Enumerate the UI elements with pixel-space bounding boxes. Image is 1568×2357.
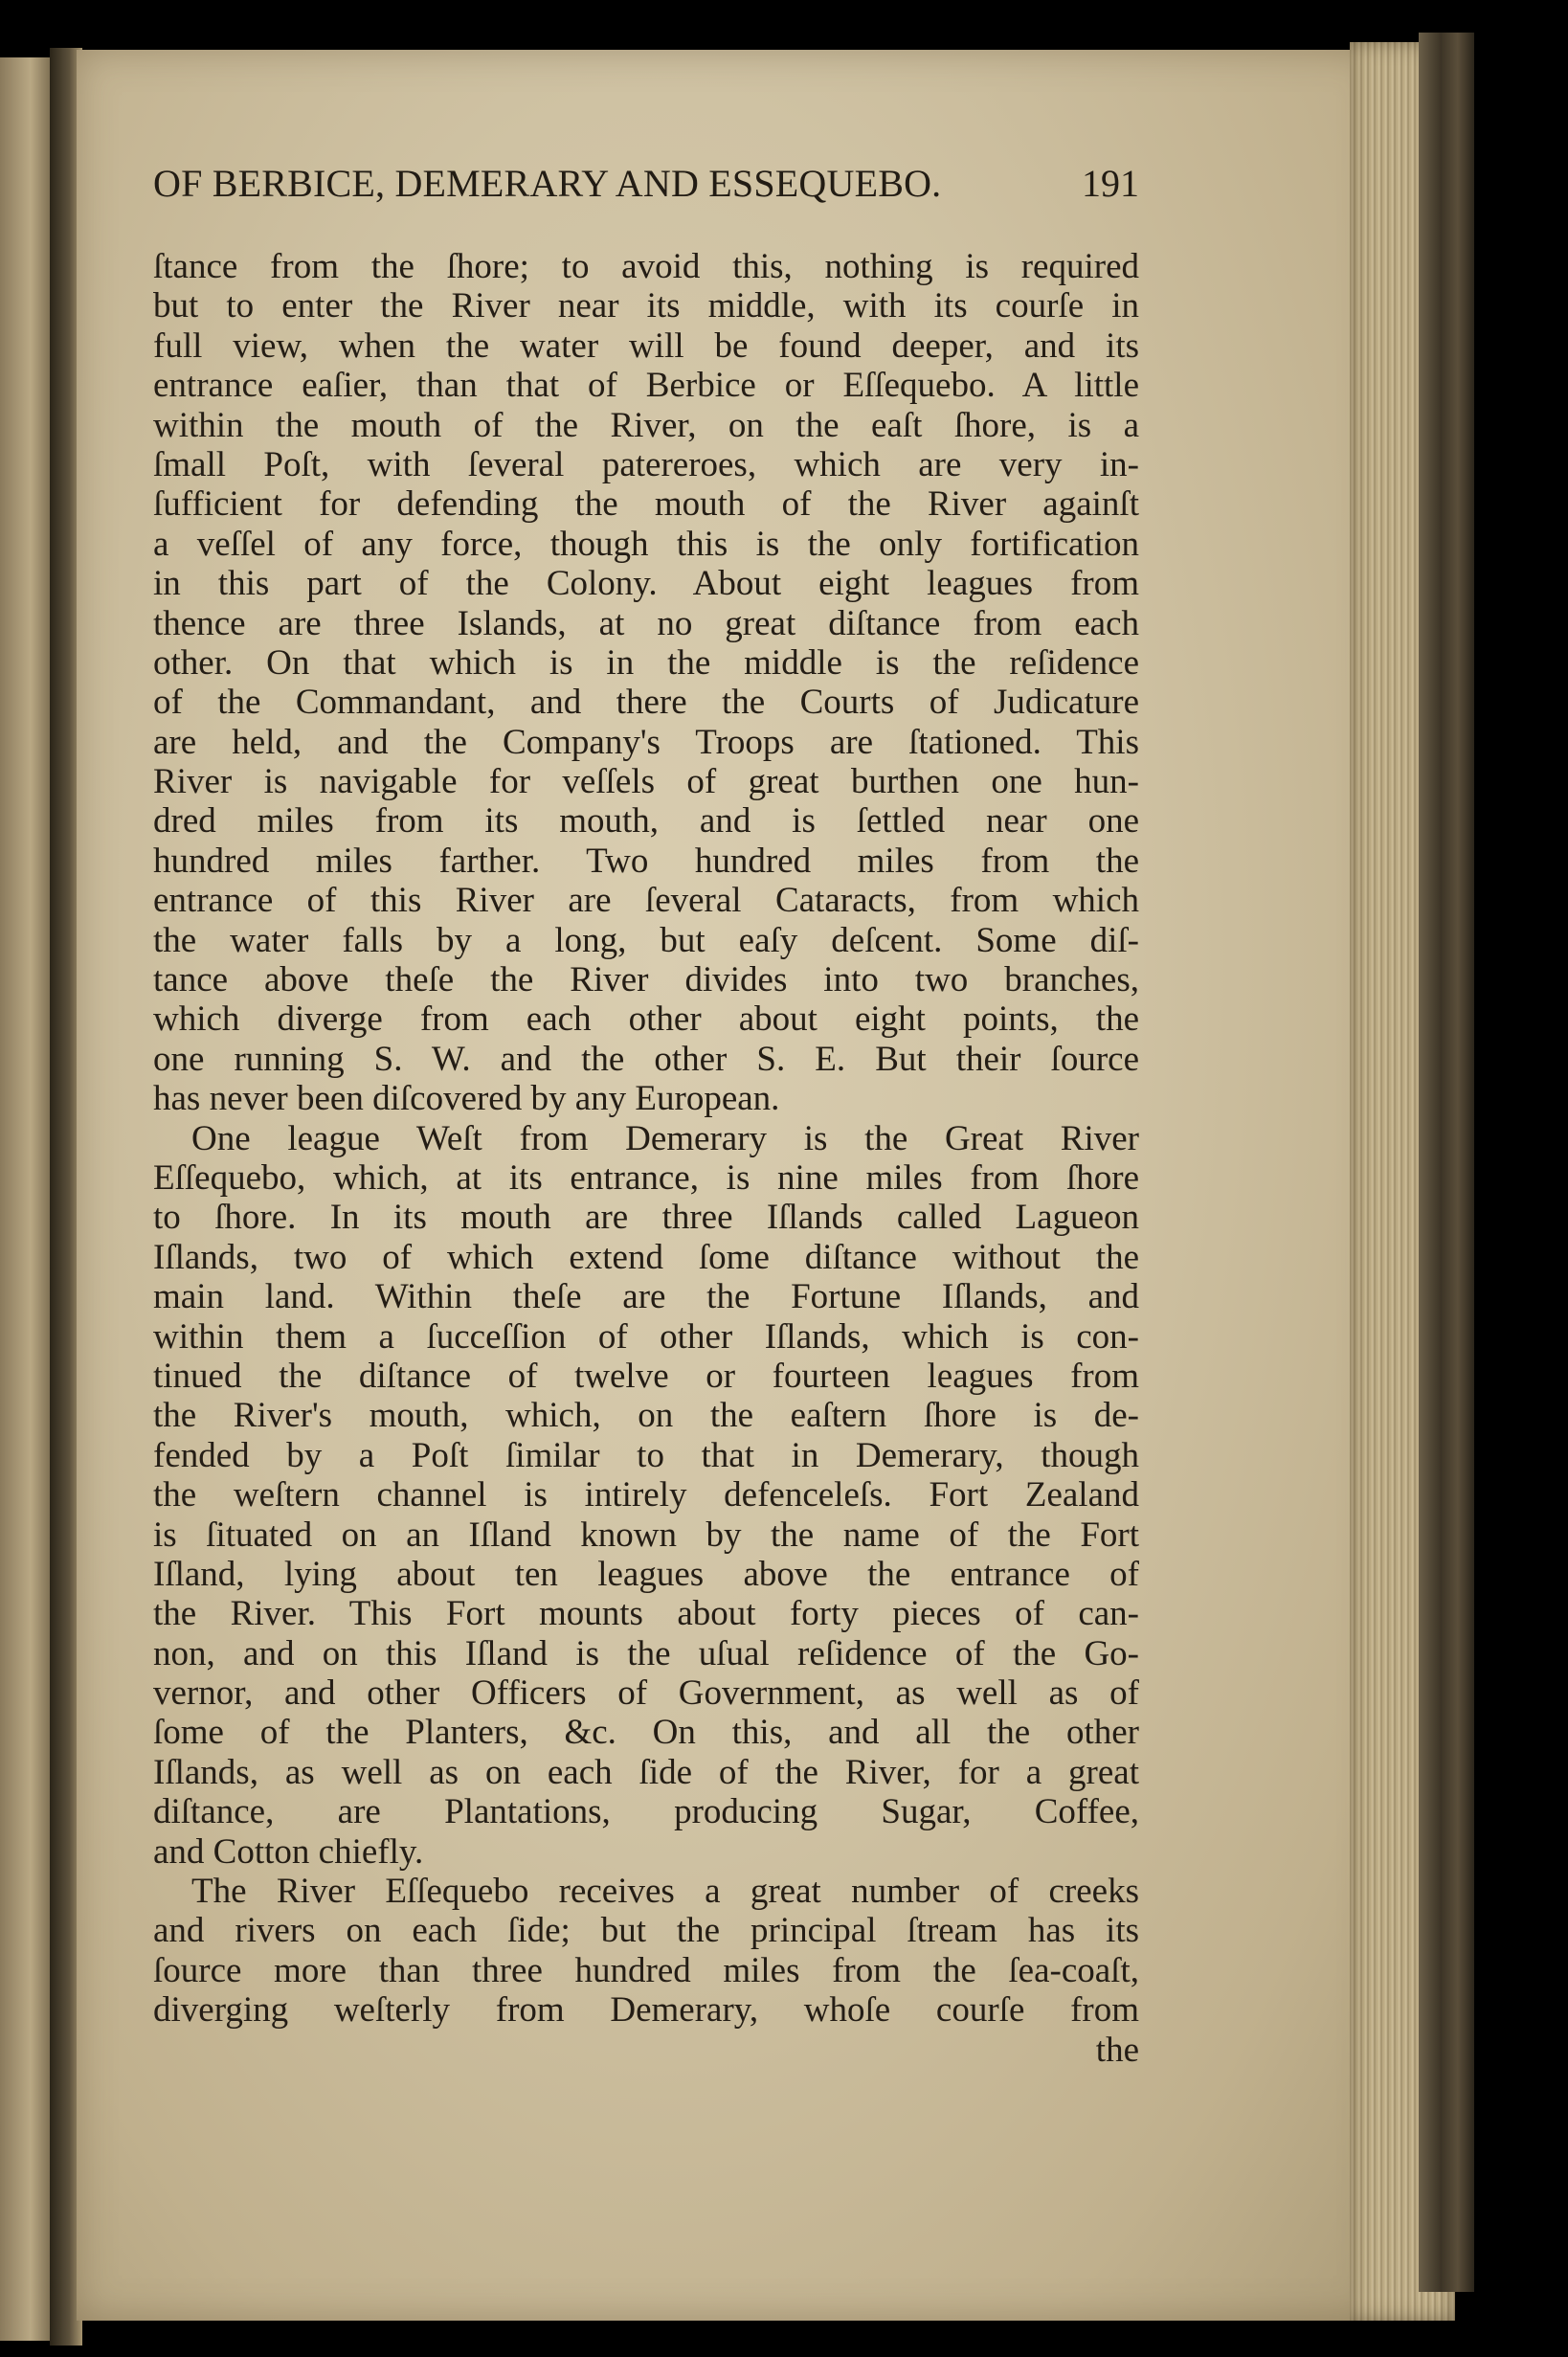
text-line: ſtance from the ſhore; to avoid this, nothing is required: [153, 247, 1139, 286]
text-line: ſource more than three hundred miles from the ſea-coaſt,: [153, 1950, 1139, 1990]
running-head: OF BERBICE, DEMERARY AND ESSEQUEBO.: [153, 162, 942, 205]
text-line: fended by a Poſt ſimilar to that in Demerary, though: [153, 1435, 1139, 1475]
text-line: entrance eaſier, than that of Berbice or Eſſequebo. A little: [153, 366, 1139, 406]
text-line: One league Weſt from Demerary is the Great River: [191, 1118, 1139, 1158]
text-line: ſome of the Planters, &c. On this, and all the other: [153, 1713, 1139, 1753]
text-line: and Cotton chiefly.: [153, 1831, 424, 1872]
text-line: within the mouth of the River, on the eaſt ſhore, is a: [153, 405, 1139, 445]
text-line: entrance of this River are ſeveral Cataracts, from which: [153, 881, 1139, 921]
text-line: to ſhore. In its mouth are three Iſlands called Lagueon: [153, 1198, 1139, 1238]
facing-page-edge: [0, 57, 56, 2341]
text-line: but to enter the River near its middle, with its courſe in: [153, 286, 1139, 326]
text-line: ſmall Poſt, with ſeveral patereroes, which are very in-: [153, 444, 1139, 484]
text-line: which diverge from each other about eight points, the: [153, 999, 1139, 1040]
text-line: other. On that which is in the middle is the reſidence: [153, 642, 1139, 683]
text-line: hundred miles farther. Two hundred miles from the: [153, 841, 1139, 881]
text-lines: [153, 247, 1139, 2031]
text-line: within them a ſucceſſion of other Iſlands, which is con-: [153, 1316, 1139, 1357]
text-line: is ſituated on an Iſland known by the name of the Fort: [153, 1515, 1139, 1555]
page-header: [153, 161, 1139, 218]
text-line: thence are three Islands, at no great diſtance from each: [153, 603, 1139, 643]
text-line: main land. Within theſe are the Fortune Iſlands, and: [153, 1277, 1139, 1317]
text-line: non, and on this Iſland is the uſual reſidence of the Go-: [153, 1633, 1139, 1673]
text-line: of the Commandant, and there the Courts of Judicature: [153, 683, 1139, 723]
book-cover-edge: [1419, 33, 1474, 2292]
text-line: diſtance, are Plantations, producing Sugar, Coffee,: [153, 1792, 1139, 1832]
text-line: vernor, and other Officers of Government, as well as of: [153, 1673, 1139, 1714]
text-line: dred miles from its mouth, and is ſettled near one: [153, 801, 1139, 842]
text-line: Eſſequebo, which, at its entrance, is nine miles from ſhore: [153, 1157, 1139, 1198]
text-line: Iſlands, two of which extend ſome diſtance without the: [153, 1237, 1139, 1277]
text-line: tance above theſe the River divides into two branches,: [153, 960, 1139, 1000]
text-line: tinued the diſtance of twelve or fourteen leagues from: [153, 1356, 1139, 1396]
text-line: River is navigable for veſſels of great burthen one hun-: [153, 762, 1139, 802]
text-line: full view, when the water will be found deeper, and its: [153, 325, 1139, 366]
catchword: the: [1095, 2030, 1139, 2070]
text-line: a veſſel of any force, though this is the only fortification: [153, 524, 1139, 564]
text-line: are held, and the Company's Troops are ſtationed. This: [153, 722, 1139, 762]
text-line: ſufficient for defending the mouth of the River againſt: [153, 484, 1139, 525]
text-line: the River's mouth, which, on the eaſtern ſhore is de-: [153, 1396, 1139, 1436]
text-line: Iſlands, as well as on each ſide of the River, for a great: [153, 1752, 1139, 1792]
text-line: and rivers on each ſide; but the principal ſtream has its: [153, 1911, 1139, 1951]
text-line: in this part of the Colony. About eight leagues from: [153, 564, 1139, 604]
body-text: [153, 247, 1139, 2070]
text-line: Iſland, lying about ten leagues above the entrance of: [153, 1554, 1139, 1594]
text-line: the River. This Fort mounts about forty pieces of can-: [153, 1594, 1139, 1634]
text-line: one running S. W. and the other S. E. But their ſource: [153, 1039, 1139, 1079]
text-line: the weſtern channel is intirely defenceleſs. Fort Zealand: [153, 1475, 1139, 1515]
page-number: 191: [1082, 162, 1139, 205]
text-line: has never been diſcovered by any European.: [153, 1079, 780, 1119]
text-line: the water falls by a long, but eaſy deſcent. Some diſ-: [153, 920, 1139, 960]
text-line: The River Eſſequebo receives a great number of creeks: [191, 1872, 1139, 1912]
text-line: diverging weſterly from Demerary, whoſe courſe from: [153, 1990, 1139, 2031]
